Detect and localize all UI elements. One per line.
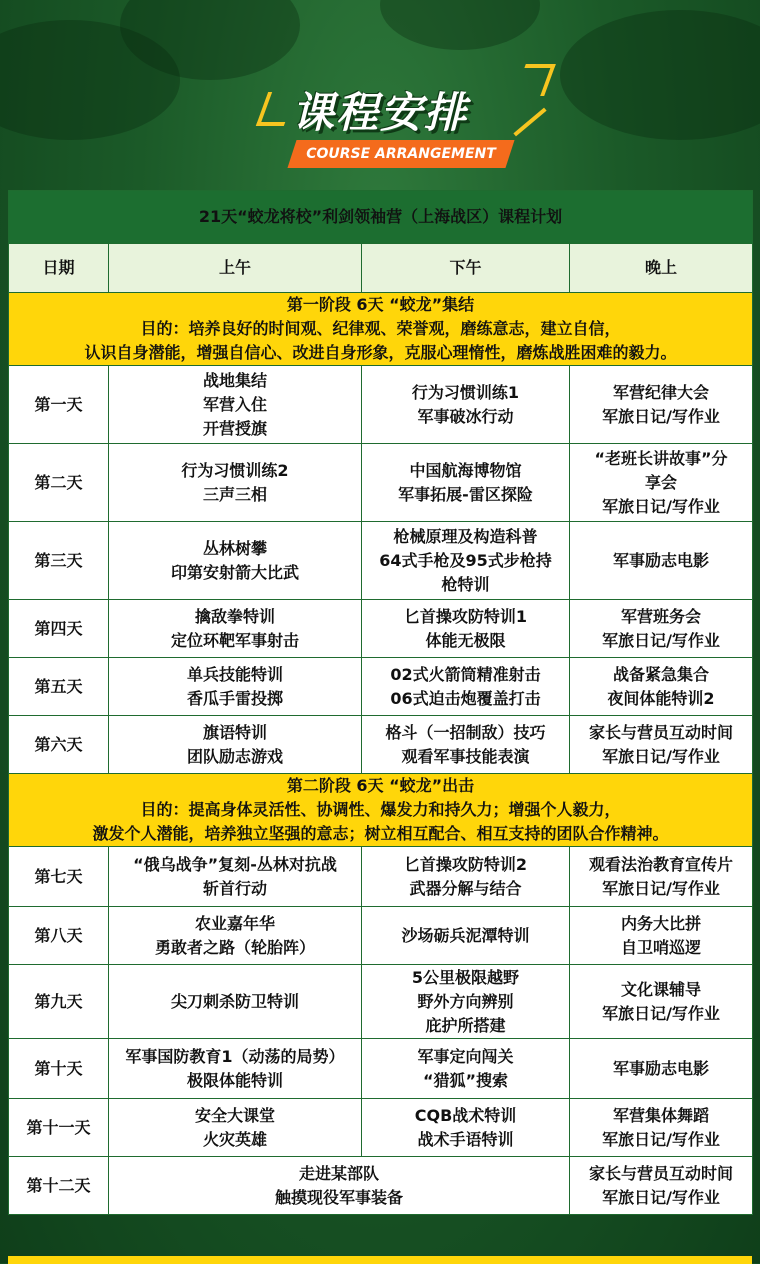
- morning-cell-line: 军事国防教育1（动荡的局势）: [125, 1046, 345, 1066]
- table-caption-row: [9, 191, 753, 244]
- afternoon-cell-line: 庇护所搭建: [425, 1015, 506, 1035]
- morning-cell: [109, 1039, 362, 1099]
- phase-2-title: 第二阶段 6天 “蛟龙”出击: [286, 776, 475, 795]
- morning-cell-line: 农业嘉年华: [194, 913, 275, 933]
- afternoon-cell: [362, 716, 570, 774]
- afternoon-cell-line: 06式迫击炮覆盖打击: [390, 688, 541, 708]
- evening-cell: [570, 658, 753, 716]
- afternoon-cell-line: 沙场砺兵泥潭特训: [401, 925, 530, 945]
- evening-cell: [570, 847, 753, 907]
- table-caption: 21天“蛟龙将校”利剑领袖营（上海战区）课程计划: [9, 191, 753, 244]
- day-label: 第七天: [9, 847, 109, 907]
- phase-1-title: 第一阶段 6天 “蛟龙”集结: [286, 295, 475, 314]
- page-title: 课程安排: [291, 88, 468, 137]
- phase-2-cell: [9, 774, 753, 847]
- morning-cell-line: 定位环靶军事射击: [170, 630, 299, 650]
- morning-cell-line: 斩首行动: [202, 878, 267, 898]
- course-schedule-table: [8, 190, 753, 1215]
- afternoon-cell-line: CQB战术特训: [414, 1105, 517, 1125]
- evening-cell-line: 观看法治教育宣传片: [588, 854, 733, 874]
- evening-cell: [570, 600, 753, 658]
- evening-cell: [570, 522, 753, 600]
- afternoon-cell-line: 军事拓展-雷区探险: [398, 484, 533, 504]
- morning-cell-line: 极限体能特训: [186, 1070, 283, 1090]
- morning-cell-line: 擒敌拳特训: [194, 606, 275, 626]
- day-label: 第八天: [9, 907, 109, 965]
- evening-cell: [570, 366, 753, 444]
- day-row: [9, 907, 753, 965]
- day-label: 第一天: [9, 366, 109, 444]
- column-header-evening: 晚上: [570, 244, 753, 293]
- afternoon-cell-line: 格斗（一招制敌）技巧: [385, 722, 546, 742]
- day-label: 第九天: [9, 965, 109, 1039]
- evening-cell-line: 军营集体舞蹈: [612, 1105, 709, 1125]
- column-header-afternoon: 下午: [362, 244, 570, 293]
- afternoon-cell: [362, 522, 570, 600]
- evening-cell-line: 军旅日记/写作业: [602, 1003, 720, 1023]
- morning-cell: [109, 1099, 362, 1157]
- evening-cell-line: 夜间体能特训2: [607, 688, 715, 708]
- day-label: 第十天: [9, 1039, 109, 1099]
- day-row: [9, 1157, 753, 1215]
- morning-cell: [109, 366, 362, 444]
- page-subtitle: COURSE ARRANGEMENT: [306, 146, 496, 162]
- evening-cell-line: 军营班务会: [620, 606, 701, 626]
- day-label: 第二天: [9, 444, 109, 522]
- morning-cell-line: 勇敢者之路（轮胎阵）: [154, 937, 315, 957]
- evening-cell-line: 军旅日记/写作业: [602, 1187, 720, 1207]
- afternoon-cell: [362, 847, 570, 907]
- afternoon-cell-line: 观看军事技能表演: [401, 746, 530, 766]
- morning-cell-line: “俄乌战争”复刻-丛林对抗战: [133, 854, 337, 874]
- afternoon-cell-line: 5公里极限越野: [411, 967, 520, 987]
- evening-cell-line: 军事励志电影: [612, 1058, 709, 1078]
- evening-cell-line: 军旅日记/写作业: [602, 878, 720, 898]
- morning-cell-line: 香瓜手雷投掷: [186, 688, 283, 708]
- day-label: 第六天: [9, 716, 109, 774]
- evening-cell-line: 内务大比拼: [620, 913, 701, 933]
- afternoon-cell-line: 枪特训: [441, 574, 490, 594]
- morning-cell-line: 团队励志游戏: [186, 746, 283, 766]
- day-row: [9, 965, 753, 1039]
- day-label: 第十二天: [9, 1157, 109, 1215]
- evening-cell-line: 军事励志电影: [612, 550, 709, 570]
- morning-cell-line: 军营入住: [202, 394, 267, 414]
- morning-cell: [109, 716, 362, 774]
- evening-cell-line: 军营纪律大会: [612, 382, 709, 402]
- afternoon-cell: [362, 600, 570, 658]
- morning-cell-line: 开营授旗: [202, 418, 267, 438]
- evening-cell: [570, 1039, 753, 1099]
- morning-cell-line: 丛林树攀: [202, 538, 267, 558]
- morning-cell-line: 旗语特训: [202, 722, 267, 742]
- afternoon-cell: [362, 965, 570, 1039]
- afternoon-cell-line: “猎狐”搜索: [422, 1070, 509, 1090]
- evening-cell: [570, 716, 753, 774]
- phase-2-row: [9, 774, 753, 847]
- day-row: [9, 366, 753, 444]
- morning-cell-line: 印第安射箭大比武: [170, 562, 299, 582]
- evening-cell-line: 战备紧急集合: [612, 664, 709, 684]
- afternoon-cell: [362, 658, 570, 716]
- merged-day-cell: [109, 1157, 570, 1215]
- morning-cell-line: 火灾英雄: [202, 1129, 267, 1149]
- morning-cell: [109, 444, 362, 522]
- phase-1-goal-line-2: 认识自身潜能，增强自信心、改进自身形象，克服心理惰性，磨炼战胜困难的毅力。: [84, 343, 677, 362]
- phase-1-goal-line-1: 目的：培养良好的时间观、纪律观、荣誉观，磨练意志，建立自信，: [140, 319, 621, 338]
- evening-cell-line: 军旅日记/写作业: [602, 1129, 720, 1149]
- day-row: [9, 1099, 753, 1157]
- afternoon-cell-line: 64式手枪及95式步枪持: [379, 550, 552, 570]
- phase-2-goal-line-1: 目的：提高身体灵活性、协调性、爆发力和持久力；增强个人毅力，: [140, 800, 621, 819]
- day-row: [9, 522, 753, 600]
- evening-cell-line: 家长与营员互动时间: [588, 1163, 733, 1183]
- afternoon-cell-line: 02式火箭筒精准射击: [390, 664, 541, 684]
- day-row: [9, 444, 753, 522]
- afternoon-cell: [362, 907, 570, 965]
- column-header-morning: 上午: [109, 244, 362, 293]
- day-row: [9, 847, 753, 907]
- afternoon-cell: [362, 1039, 570, 1099]
- day-label: 第三天: [9, 522, 109, 600]
- day-label: 第五天: [9, 658, 109, 716]
- hero-banner: [0, 0, 760, 190]
- evening-cell-line: 军旅日记/写作业: [602, 746, 720, 766]
- morning-cell: [109, 522, 362, 600]
- evening-cell: [570, 1099, 753, 1157]
- afternoon-cell-line: 匕首操攻防特训1: [403, 606, 528, 626]
- afternoon-cell-line: 枪械原理及构造科普: [393, 526, 538, 546]
- phase-2-goal-line-2: 激发个人潜能，培养独立坚强的意志；树立相互配合、相互支持的团队合作精神。: [92, 824, 669, 843]
- evening-cell-line: 享会: [644, 472, 677, 492]
- evening-cell-line: 军旅日记/写作业: [602, 496, 720, 516]
- afternoon-cell: [362, 1099, 570, 1157]
- evening-cell: [570, 965, 753, 1039]
- day-row: [9, 600, 753, 658]
- morning-cell-line: 单兵技能特训: [186, 664, 283, 684]
- morning-cell-line: 战地集结: [202, 370, 267, 390]
- table-header-row: [9, 244, 753, 293]
- afternoon-cell-line: 军事定向闯关: [417, 1046, 514, 1066]
- column-header-date: 日期: [9, 244, 109, 293]
- afternoon-cell: [362, 366, 570, 444]
- phase-1-cell: [9, 293, 753, 366]
- day-row: [9, 1039, 753, 1099]
- afternoon-cell-line: 匕首操攻防特训2: [403, 854, 528, 874]
- evening-cell: [570, 1157, 753, 1215]
- day-row: [9, 716, 753, 774]
- morning-cell: [109, 847, 362, 907]
- evening-cell-line: 自卫哨巡逻: [620, 937, 701, 957]
- afternoon-cell-line: 战术手语特训: [417, 1129, 514, 1149]
- morning-cell: [109, 600, 362, 658]
- merged-day-cell-line: 触摸现役军事装备: [274, 1187, 403, 1207]
- morning-cell-line: 尖刀刺杀防卫特训: [170, 991, 299, 1011]
- evening-cell-line: 军旅日记/写作业: [602, 630, 720, 650]
- morning-cell-line: 行为习惯训练2: [181, 460, 289, 480]
- afternoon-cell-line: 体能无极限: [425, 630, 506, 650]
- evening-cell: [570, 444, 753, 522]
- day-label: 第四天: [9, 600, 109, 658]
- day-row: [9, 658, 753, 716]
- day-label: 第十一天: [9, 1099, 109, 1157]
- evening-cell-line: “老班长讲故事”分: [594, 448, 728, 468]
- evening-cell: [570, 907, 753, 965]
- afternoon-cell: [362, 444, 570, 522]
- merged-day-cell-line: 走进某部队: [298, 1163, 379, 1183]
- afternoon-cell-line: 野外方向辨别: [417, 991, 514, 1011]
- morning-cell-line: 安全大课堂: [194, 1105, 275, 1125]
- morning-cell: [109, 965, 362, 1039]
- afternoon-cell-line: 中国航海博物馆: [409, 460, 522, 480]
- afternoon-cell-line: 行为习惯训练1: [411, 382, 520, 402]
- morning-cell: [109, 658, 362, 716]
- evening-cell-line: 文化课辅导: [620, 979, 701, 999]
- morning-cell: [109, 907, 362, 965]
- evening-cell-line: 军旅日记/写作业: [602, 406, 720, 426]
- afternoon-cell-line: 军事破冰行动: [417, 406, 514, 426]
- afternoon-cell-line: 武器分解与结合: [409, 878, 522, 898]
- morning-cell-line: 三声三相: [202, 484, 267, 504]
- phase-1-row: [9, 293, 753, 366]
- evening-cell-line: 家长与营员互动时间: [588, 722, 733, 742]
